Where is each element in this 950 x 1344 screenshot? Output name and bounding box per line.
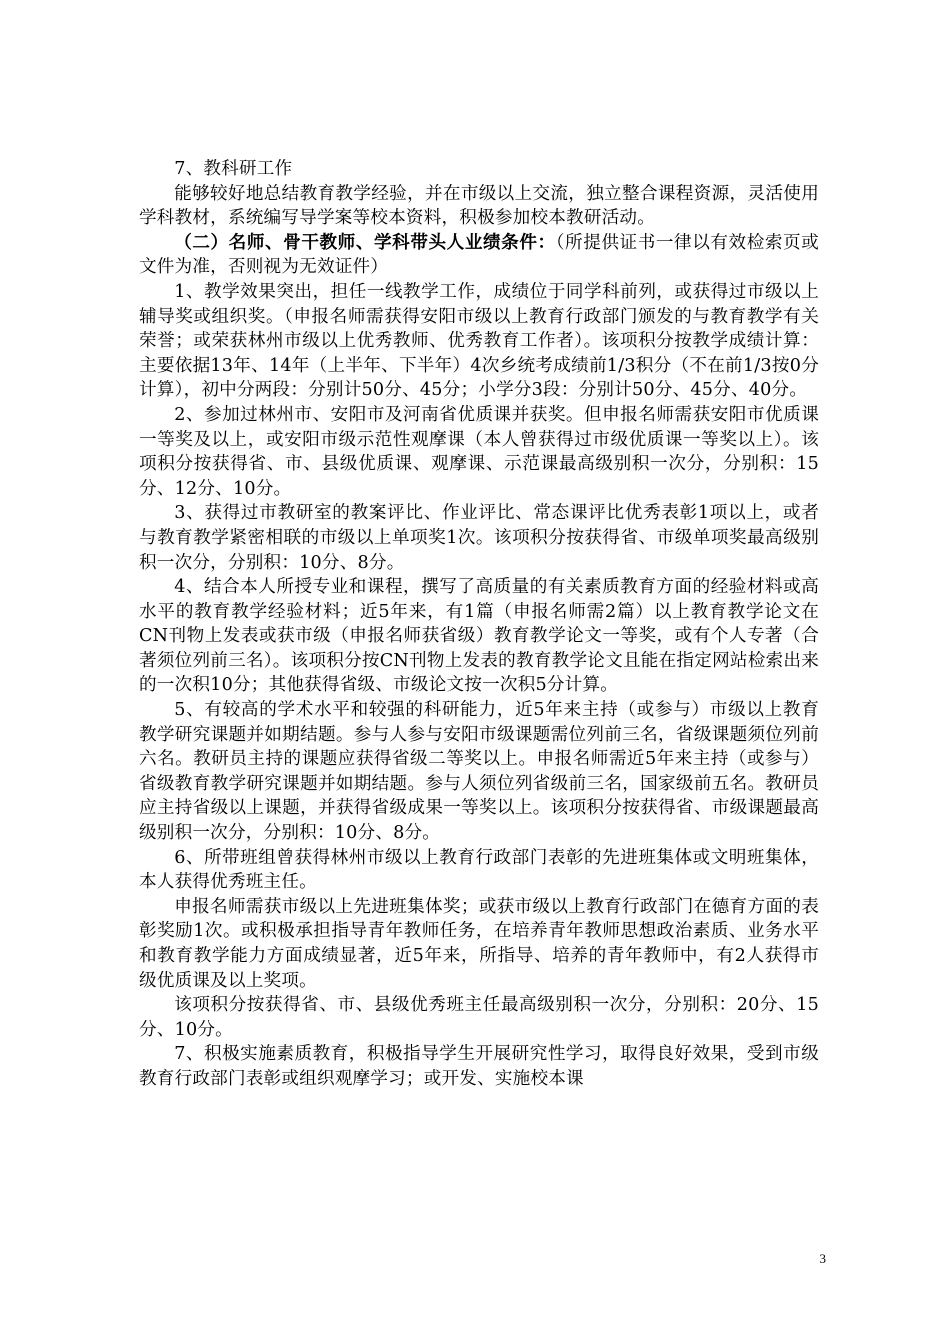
section-heading-conditions (139, 231, 819, 280)
paragraph-item-5: 5、有较高的学术水平和较强的科研能力，近5年来主持（或参与）市级以上教育教学研究课题并如期结题。参与人参与安阳市级课题需位列前三名，省级课题须位列前六名。教研员主持的课题应获得省级二等奖以上。申报名师需近5年来主持（或参与）省级教育教学研究课题并如期结题。参与人须位列省级前三名，国家级前五名。教研员应主持省级以上课题，并获得省级成果一等奖以上。该项积分按获得省、市级课题最高级别积一次分，分别积：10分、8分。 (139, 700, 819, 844)
section-title-research: 7、教科研工作 (174, 159, 293, 179)
heading-note-text: （所提供证书一律以有效检索页或文件为准，否则视为无效证件） (139, 232, 820, 278)
heading-bold-text: （二）名师、骨干教师、学科带头人业绩条件： (174, 231, 556, 253)
paragraph: 申报名师需获市级以上先进班集体奖；或获市级以上教育行政部门在德育方面的表彰奖励1次。或积极承担指导青年教师任务，在培养青年教师思想政治素质、业务水平和教育教学能力方面成绩显著，近5年来，所指导、培养的青年教师中，有2人获得市级优质课及以上奖项。 (139, 896, 819, 991)
paragraph: 该项积分按获得省、市、县级优秀班主任最高级别积一次分，分别积：20分、15分、10分。 (139, 995, 819, 1040)
paragraph-item-3: 3、获得过市教研室的教案评比、作业评比、常态课评比优秀表彰1项以上，或者与教育教学紧密相联的市级以上单项奖1次。该项积分按获得省、市级单项奖最高级别积一次分，分别积：10分、8分。 (139, 503, 819, 573)
paragraph: 能够较好地总结教育教学经验，并在市级以上交流，独立整合课程资源，灵活使用学科教材，系统编写导学案等校本资料，积极参加校本教研活动。 (139, 183, 819, 229)
paragraph-item-6: 6、所带班组曾获得林州市级以上教育行政部门表彰的先进班集体或文明班集体，本人获得优秀班主任。 (139, 847, 819, 893)
paragraph-item-1: 1、教学效果突出，担任一线教学工作，成绩位于同学科前列，或获得过市级以上辅导奖或组织奖。（申报名师需获得安阳市级以上教育行政部门颁发的与教育教学有关荣誉；或荣获林州市级以上优秀教师、优秀教育工作者）。该项积分按教学成绩计算：主要依据13年、14年（上半年、下半年）4次乡统考成绩前1/3积分（不在前1/3按0分计算），初中分两段：分别计50分、45分；小学分3段：分别计50分、45分、40分。 (139, 281, 819, 401)
paragraph-item-4: 4、结合本人所授专业和课程，撰写了高质量的有关素质教育方面的经验材料或高水平的教育教学经验材料；近5年来，有1篇（申报名师需2篇）以上教育教学论文在CN刊物上发表或获市级（申报名师获省级）教育教学论文一等奖，或有个人专著（合著须位列前三名）。该项积分按CN刊物上发表的教育教学论文且能在指定网站检索出来的一次积10分；其他获得省级、市级论文按一次积5分计算。 (139, 577, 819, 696)
page-number: 3 (819, 1251, 826, 1266)
paragraph-item-2: 2、参加过林州市、安阳市及河南省优质课并获奖。但申报名师需获安阳市优质课一等奖及以上，或安阳市级示范性观摩课（本人曾获得过市级优质课一等奖以上）。该项积分按获得省、市、县级优质课、观摩课、示范课最高级别积一次分，分别积：15分、12分、10分。 (139, 404, 819, 499)
paragraph-item-7: 7、积极实施素质教育，积极指导学生开展研究性学习，取得良好效果，受到市级教育行政部门表彰或组织观摩学习；或开发、实施校本课 (139, 1044, 819, 1089)
document-body (139, 157, 819, 1092)
